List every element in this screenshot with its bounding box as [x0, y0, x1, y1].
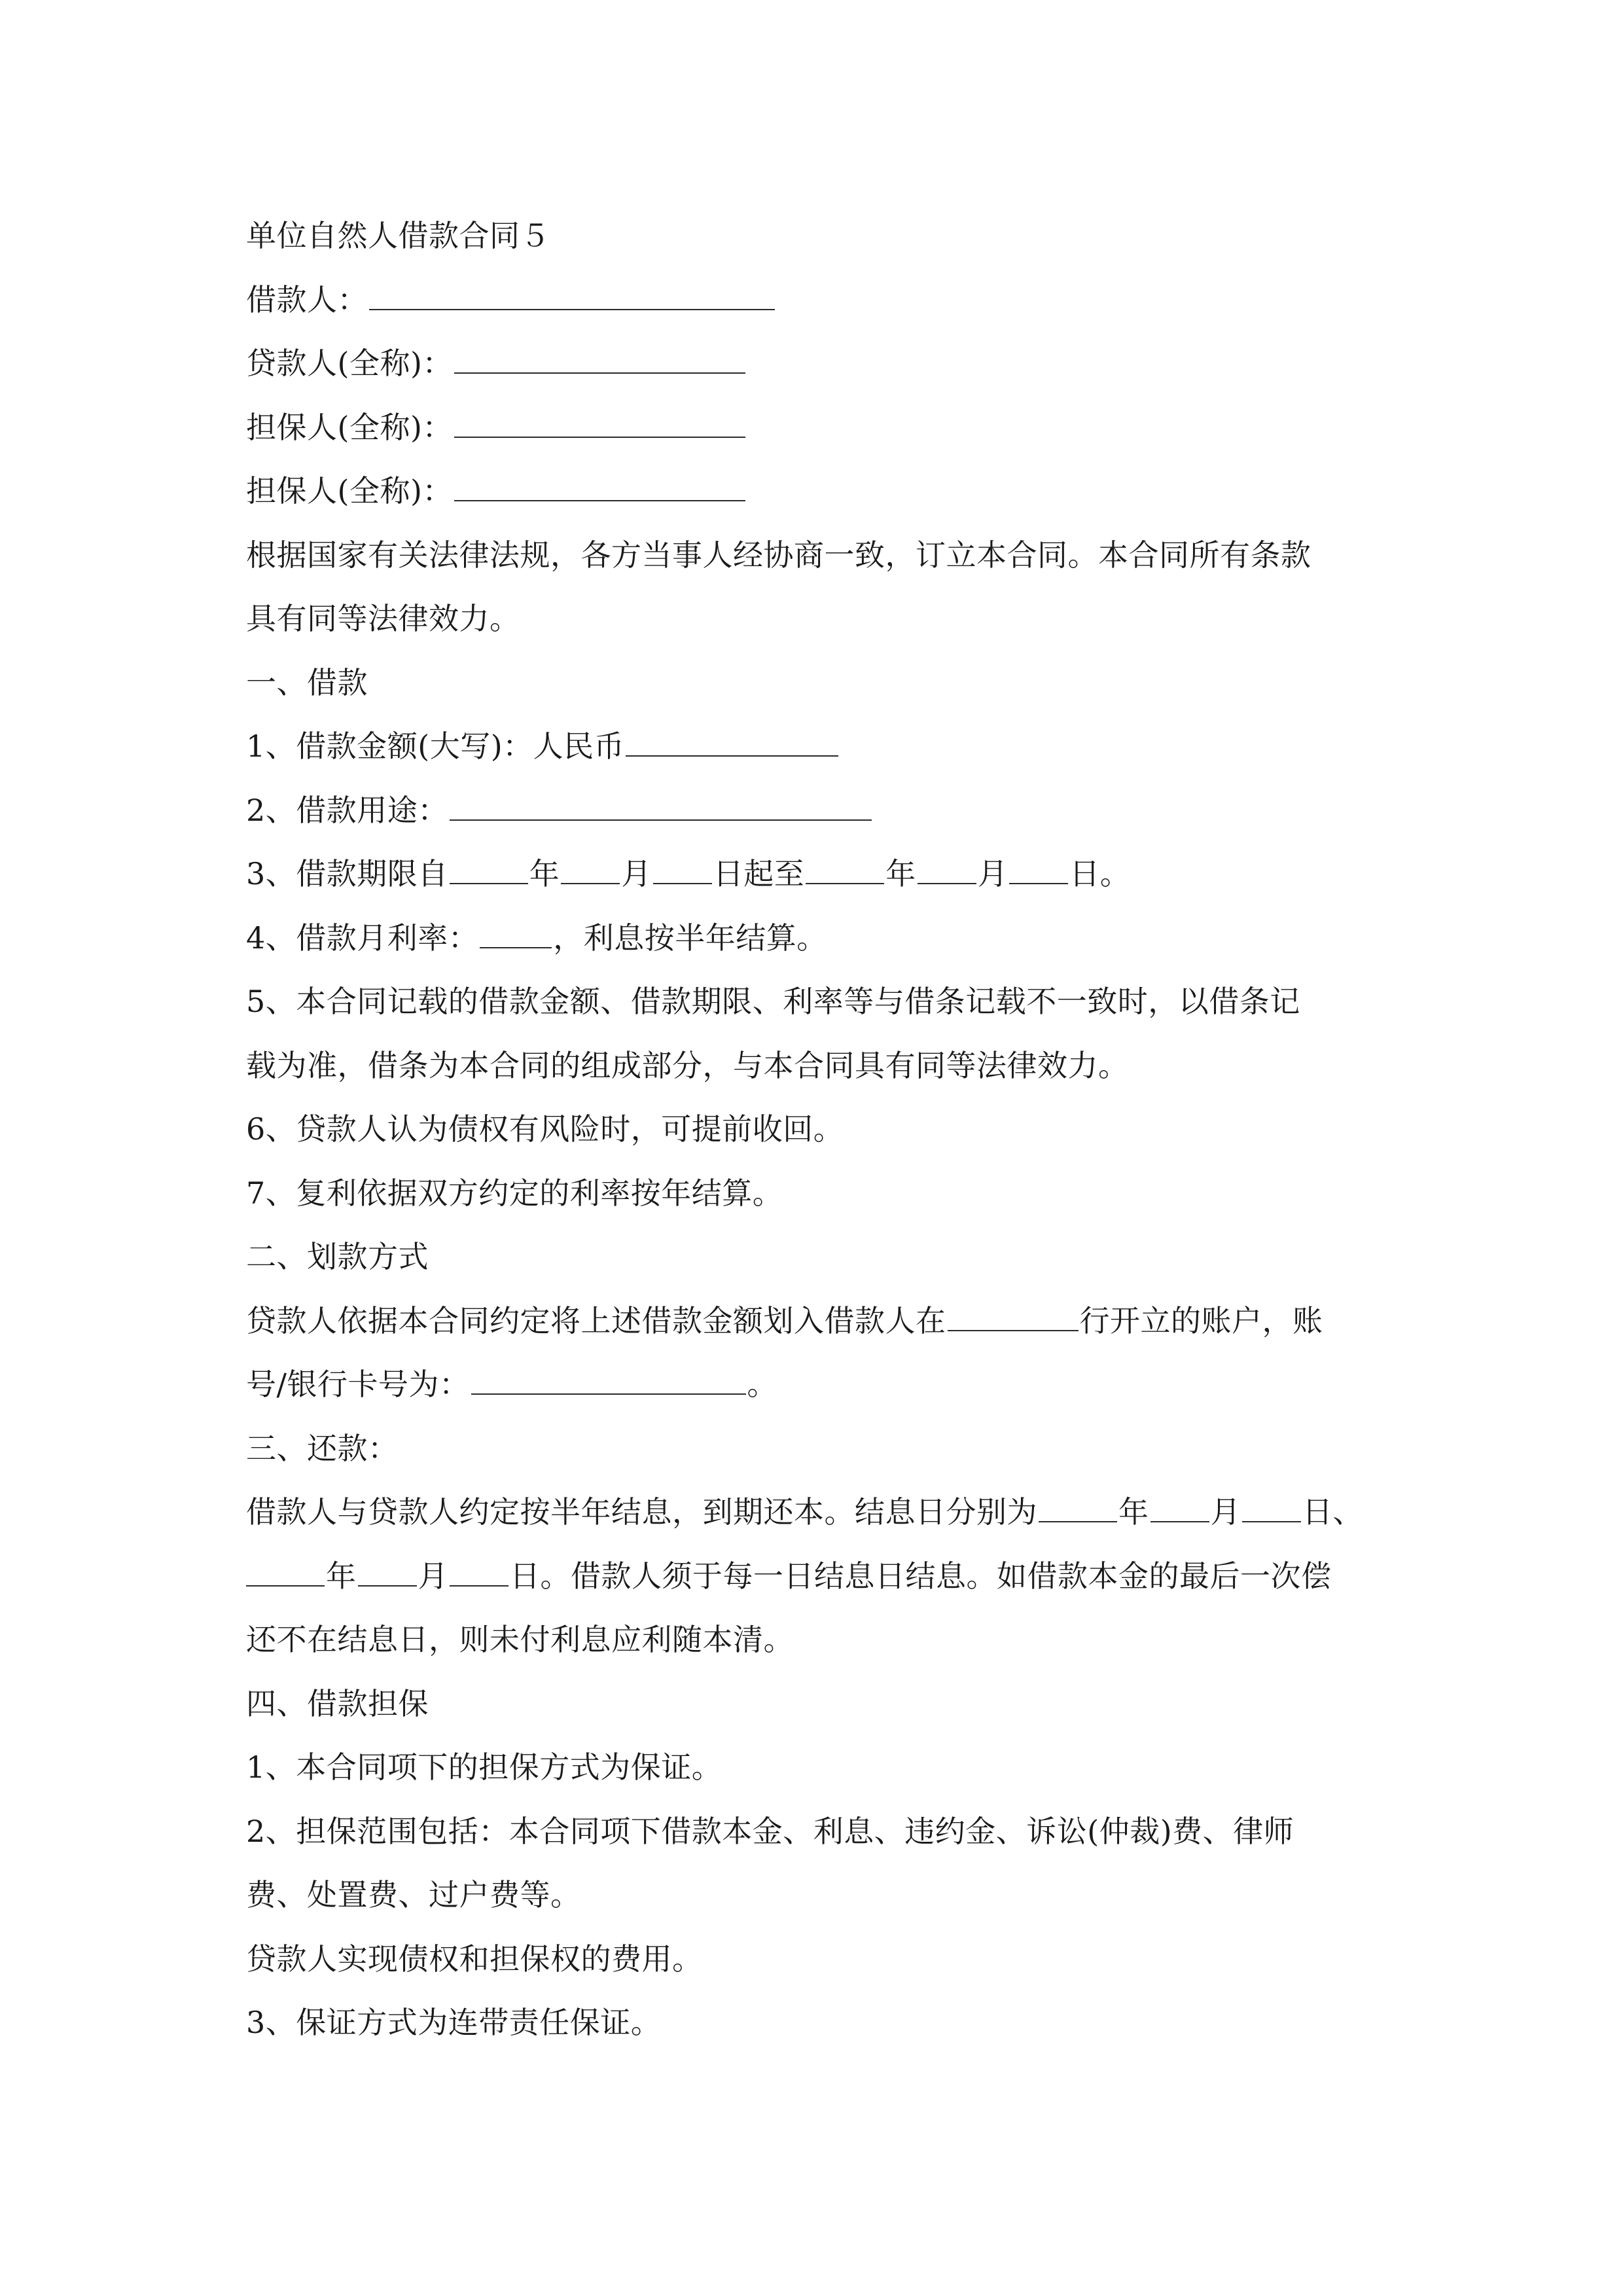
clause-4-2-line-3: 贷款人实现债权和担保权的费用。 [246, 1941, 703, 1977]
end-month-blank[interactable] [918, 854, 976, 884]
clause-2-line-2: 号/银行卡号为： 。 [246, 1353, 1385, 1417]
end-day-blank[interactable] [1009, 854, 1068, 884]
clause-1-5-line-2: 载为准，借条为本合同的组成部分，与本合同具有同等法律效力。 [246, 1047, 1129, 1083]
start-month-blank[interactable] [561, 854, 620, 884]
guarantor-blank-1[interactable] [454, 408, 745, 438]
borrower-line: 借款人： [246, 268, 1385, 332]
intro-paragraph-line-1: 根据国家有关法律法规，各方当事人经协商一致，订立本合同。本合同所有条款 [246, 537, 1311, 573]
clause-4-1: 1、本合同项下的担保方式为保证。 [246, 1749, 722, 1785]
clause-1-6: 6、贷款人认为债权有风险时，可提前收回。 [246, 1111, 844, 1147]
contract-body [246, 204, 1385, 2055]
clause-4-2-line-2: 费、处置费、过户费等。 [246, 1877, 581, 1912]
interest-date-2-month-blank[interactable] [358, 1556, 417, 1587]
section-4-heading: 四、借款担保 [246, 1685, 429, 1721]
clause-3-line-1: 借款人与贷款人约定按半年结息，到期还本。结息日分别为 年 月 日、 [246, 1480, 1385, 1545]
interest-date-2-year-blank[interactable] [246, 1556, 325, 1587]
interest-date-1-day-blank[interactable] [1242, 1492, 1301, 1522]
clause-2-line-1: 贷款人依据本合同约定将上述借款金额划入借款人在 行开立的账户，账 [246, 1289, 1385, 1354]
guarantor-blank-2[interactable] [454, 471, 745, 501]
interest-date-1-year-blank[interactable] [1039, 1492, 1117, 1522]
start-day-blank[interactable] [653, 854, 712, 884]
lender-line: 贷款人(全称)： [246, 332, 1385, 396]
section-2-heading: 二、划款方式 [246, 1239, 429, 1274]
clause-3-line-2: 年 月 日。借款人须于每一日结息日结息。如借款本金的最后一次偿 [246, 1545, 1385, 1609]
borrower-blank[interactable] [369, 280, 775, 310]
section-3-heading: 三、还款： [246, 1430, 399, 1466]
end-year-blank[interactable] [806, 854, 884, 884]
clause-3-line-3: 还不在结息日，则未付利息应利随本清。 [246, 1622, 794, 1657]
clause-1-7: 7、复利依据双方约定的利率按年结算。 [246, 1175, 783, 1211]
guarantor-line-1: 担保人(全称)： [246, 396, 1385, 460]
bank-name-blank[interactable] [948, 1301, 1079, 1331]
guarantor-line-2: 担保人(全称)： [246, 459, 1385, 524]
clause-1-5-line-1: 5、本合同记载的借款金额、借款期限、利率等与借条记载不一致时，以借条记 [246, 984, 1300, 1019]
clause-4-2-line-1: 2、担保范围包括：本合同项下借款本金、利息、违约金、诉讼(仲裁)费、律师 [246, 1813, 1294, 1849]
clause-1-4: 4、借款月利率： ，利息按半年结算。 [246, 906, 1385, 971]
clause-1-2: 2、借款用途： [246, 779, 1385, 843]
clause-1-3: 3、借款期限自 年 月 日起至 年 月 日。 [246, 842, 1385, 906]
account-number-blank[interactable] [471, 1365, 746, 1395]
interest-date-2-day-blank[interactable] [450, 1556, 508, 1587]
interest-date-1-month-blank[interactable] [1150, 1492, 1209, 1522]
clause-4-3: 3、保证方式为连带责任保证。 [246, 2005, 662, 2040]
intro-paragraph-line-2: 具有同等法律效力。 [246, 601, 520, 636]
document-title: 单位自然人借款合同５ [246, 218, 550, 253]
loan-purpose-blank[interactable] [450, 791, 872, 821]
lender-blank[interactable] [454, 344, 745, 374]
monthly-rate-blank[interactable] [480, 918, 552, 948]
loan-amount-blank[interactable] [626, 726, 838, 757]
start-year-blank[interactable] [450, 854, 528, 884]
section-1-heading: 一、借款 [246, 664, 368, 700]
clause-1-1: 1、借款金额(大写)：人民币 [246, 715, 1385, 779]
